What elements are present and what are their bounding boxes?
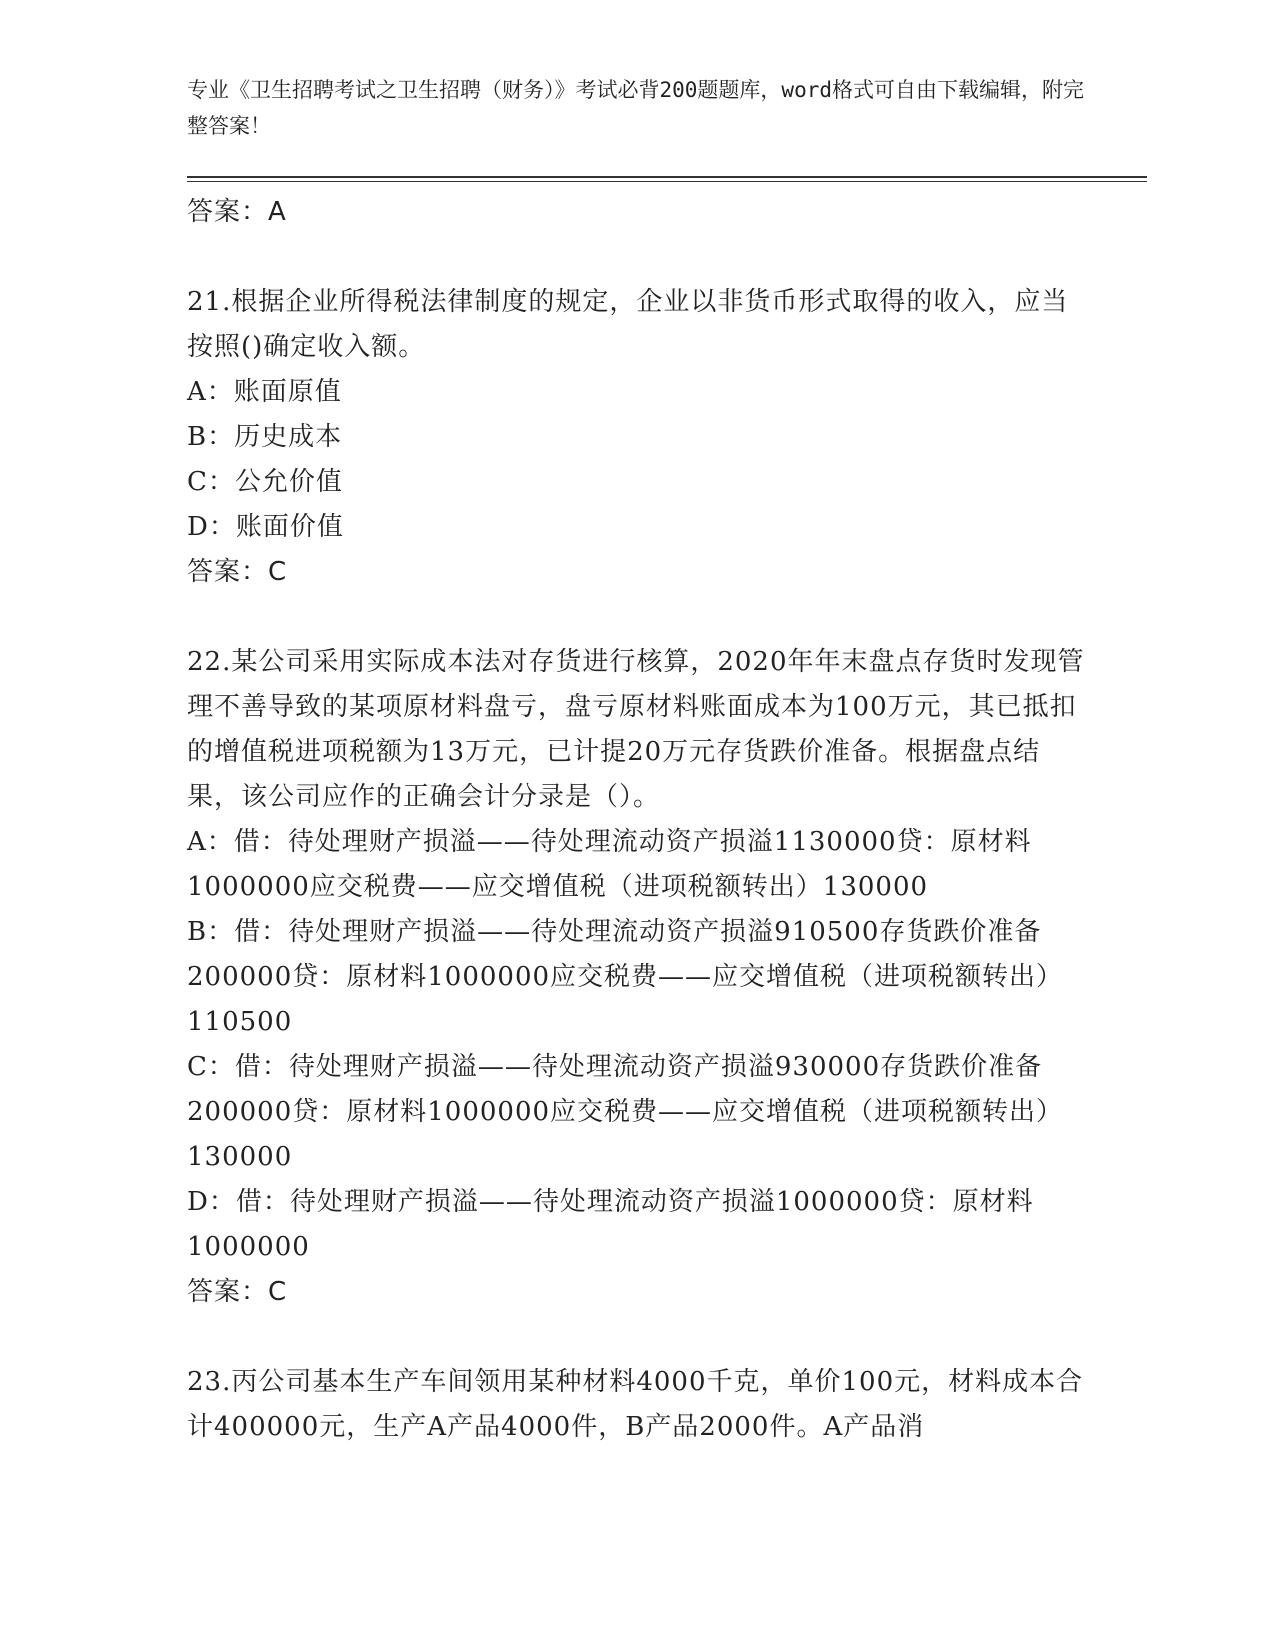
question-content — [187, 190, 1087, 1450]
spacer — [187, 1315, 1087, 1360]
question-block — [187, 640, 1087, 1315]
answer-line: 答案：C — [187, 1277, 288, 1307]
question-stem: 22.某公司采用实际成本法对存货进行核算，2020年年末盘点存货时发现管理不善导致的某项原材料盘亏，盘亏原材料账面成本为100万元，其已抵扣的增值税进项税额为13万元，已计提20万元存货跌价准备。根据盘点结果，该公司应作的正确会计分录是（）。 — [187, 647, 1085, 812]
header-divider-thick — [187, 176, 1147, 178]
question-stem: 23.丙公司基本生产车间领用某种材料4000千克，单价100元，材料成本合计400000元，生产A产品4000件，B产品2000件。A产品消 — [187, 1367, 1084, 1442]
document-header: 专业《卫生招聘考试之卫生招聘（财务）》考试必背200题题库，word格式可自由下载编辑，附完整答案！ — [187, 78, 1084, 138]
option-b: B：历史成本 — [187, 422, 343, 452]
question-stem: 21.根据企业所得税法律制度的规定，企业以非货币形式取得的收入，应当按照()确定收入额。 — [187, 287, 1069, 362]
answer-line: 答案：C — [187, 557, 288, 587]
option-d: D：借：待处理财产损溢——待处理流动资产损溢1000000贷：原材料1000000 — [187, 1187, 1034, 1262]
option-c: C：借：待处理财产损溢——待处理流动资产损溢930000存货跌价准备200000贷：原材料1000000应交税费——应交增值税（进项税额转出）130000 — [187, 1052, 1064, 1172]
header-divider-thin — [187, 181, 1147, 182]
question-block — [187, 280, 1087, 595]
question-block — [187, 1360, 1087, 1450]
spacer — [187, 235, 1087, 280]
answer-line: 答案：A — [187, 197, 287, 227]
option-b: B：借：待处理财产损溢——待处理流动资产损溢910500存货跌价准备200000贷：原材料1000000应交税费——应交增值税（进项税额转出）110500 — [187, 917, 1064, 1037]
option-a: A：账面原值 — [187, 377, 342, 407]
option-d: D：账面价值 — [187, 512, 344, 542]
option-c: C：公允价值 — [187, 467, 343, 497]
spacer — [187, 595, 1087, 640]
option-a: A：借：待处理财产损溢——待处理流动资产损溢1130000贷：原材料1000000应交税费——应交增值税（进项税额转出）130000 — [187, 827, 1032, 902]
